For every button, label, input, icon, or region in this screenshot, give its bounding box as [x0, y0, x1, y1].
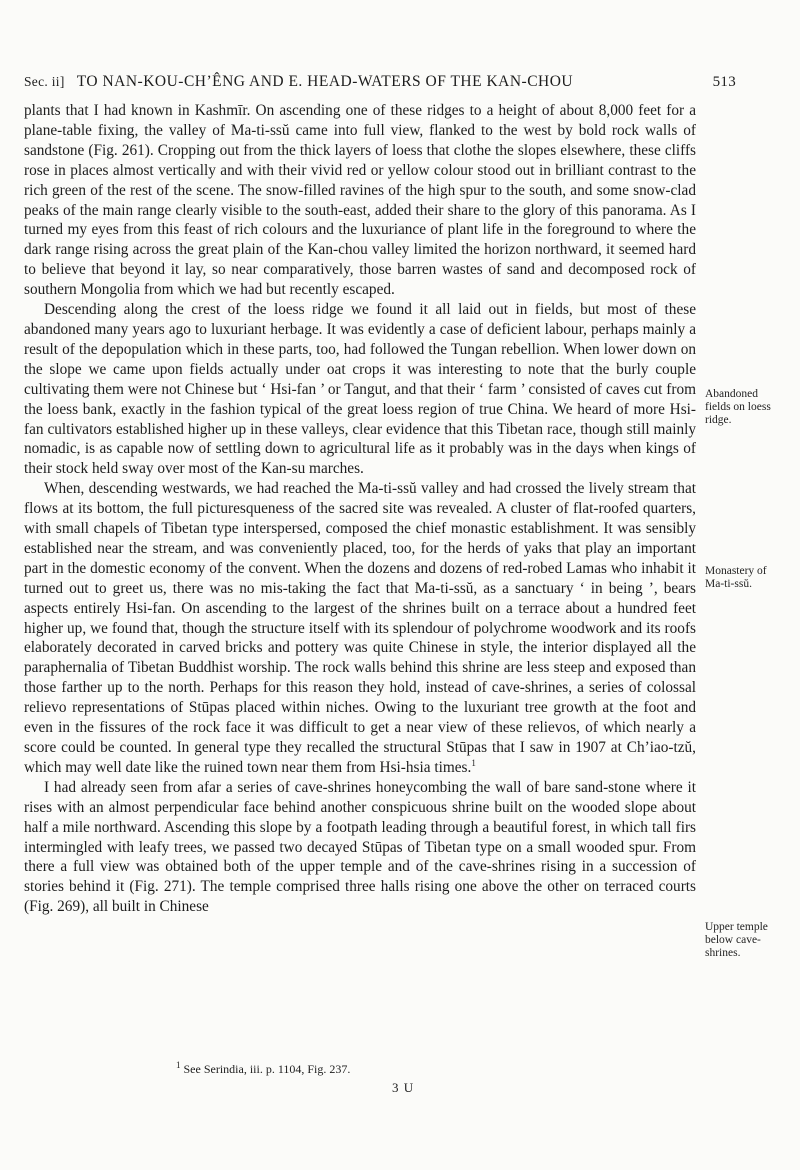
running-head — [24, 73, 736, 91]
paragraph-1: plants that I had known in Kashmīr. On ascending one of these ridges to a height of about 8,000 feet for a plane-table fixing, the valley of Ma-ti-ssŭ came into full view, flanked to the west by bold rock walls of sandstone (Fig. 261). Cropping out from the thick layers of loess that clothe the slopes elsewhere, these cliffs rose in places almost vertically and with their vivid red or yellow colour stood out in brilliant contrast to the rich green of the rest of the scene. The snow-filled ravines of the high spur to the south, and some snow-clad peaks of the main range clearly visible to the south-east, added their share to the glory of this panorama. As I turned my eyes from this feast of rich colours and the luxuriance of plant life in the foreground to where the dark range rising across the great plain of the Kan-chou valley limited the horizon northward, it seemed hard to believe that beyond it lay, so near comparatively, those barren wastes of sand and decomposed rock of southern Mongolia from which we had but recently escaped. — [24, 102, 696, 299]
signature-mark: 3 U — [392, 1080, 415, 1095]
section-label: Sec. ii] — [24, 74, 65, 89]
paragraph-2: Descending along the crest of the loess ridge we found it all laid out in fields, but most of these abandoned many years ago to luxuriant herbage. It was evidently a case of deficient labour, perhaps mainly a result of the depopulation which in these parts, too, had followed the Tungan rebellion. When lower down on the slope we came upon fields actually under oat crops it was interesting to note that the burly couple cultivating them were not Chinese but ‘ Hsi-fan ’ or Tangut, and that their ‘ farm ’ consisted of caves cut from the loess bank, exactly in the fashion typical of the great loess region of true China. We heard of more Hsi-fan cultivators established higher up in these valleys, clear evidence that this Tibetan race, though still mainly nomadic, is as capable now of settling down to agricultural life as it probably was in the days when kings of their stock held sway over most of the Kan-su marches. — [24, 301, 696, 478]
side-note-abandoned-fields: Abandoned fields on loess ridge. — [705, 388, 771, 426]
paragraph-3 — [24, 479, 696, 778]
footnote-marker: 1 — [176, 1060, 181, 1070]
side-note-upper-temple: Upper temple below cave-shrines. — [705, 921, 768, 959]
side-note-monastery: Monastery of Ma-ti-ssŭ. — [705, 565, 767, 590]
footnote-text: See Serindia, iii. p. 1104, Fig. 237. — [183, 1062, 351, 1076]
paragraph-3-text: When, descending westwards, we had reached the Ma-ti-ssŭ valley and had crossed the lively stream that flows at its bottom, the full picturesqueness of the sacred site was revealed. A cluster of flat-roofed quarters, with small chapels of Tibetan type interspersed, composed the chief monastic establishment. It was sensibly established near the stream, and was conveniently placed, too, for the herds of yaks that play an important part in the domestic economy of the convent. When the dozens and dozens of red-robed Lamas who inhabit it turned out to greet us, there was no mis-taking the fact that Ma-ti-ssŭ, as a sanctuary ‘ in being ’, bears aspects entirely Hsi-fan. On ascending to the largest of the shrines built on a terrace about a hundred feet higher up, we found that, though the structure itself with its splendour of polychrome woodwork and its roofs elaborately decorated in carved bricks and pottery was quite Chinese in style, the interior displayed all the paraphernalia of Tibetan Buddhist worship. The rock walls behind this shrine are less steep and exposed than those farther up to the north. Perhaps for this reason they hold, instead of cave-shrines, a series of colossal relievo representations of Stūpas placed within niches. Owing to the luxuriant tree growth at the foot and even in the fissures of the rock face it was difficult to get a near view of these relievos, of which nearly a score could be counted. In general type they recalled the structural Stūpas that I saw in 1907 at Ch’iao-tzŭ, which may well date like the ruined town near them from Hsi-hsia times. — [24, 480, 696, 776]
body-text — [24, 101, 696, 917]
paragraph-4: I had already seen from afar a series of cave-shrines honeycombing the wall of bare sand-stone where it rises with an almost perpendicular face behind another conspicuous shrine built on the wooded slope about half a mile northward. Ascending this slope by a footpath leading through a beautiful forest, in which tall firs intermingled with leafy trees, we passed two decayed Stūpas of Tibetan type on a small wooded spur. From there a full view was obtained both of the upper temple and of the cave-shrines rising in a succession of stories behind it (Fig. 271). The temple comprised three halls rising one above the other on terraced courts (Fig. 269), all built in Chinese — [24, 778, 696, 916]
footnote — [176, 1062, 350, 1077]
footnote-reference: 1 — [471, 757, 476, 768]
running-title: TO NAN-KOU-CH’ÊNG AND E. HEAD-WATERS OF THE KAN-CHOU — [76, 73, 574, 90]
page-number: 513 — [712, 74, 736, 90]
